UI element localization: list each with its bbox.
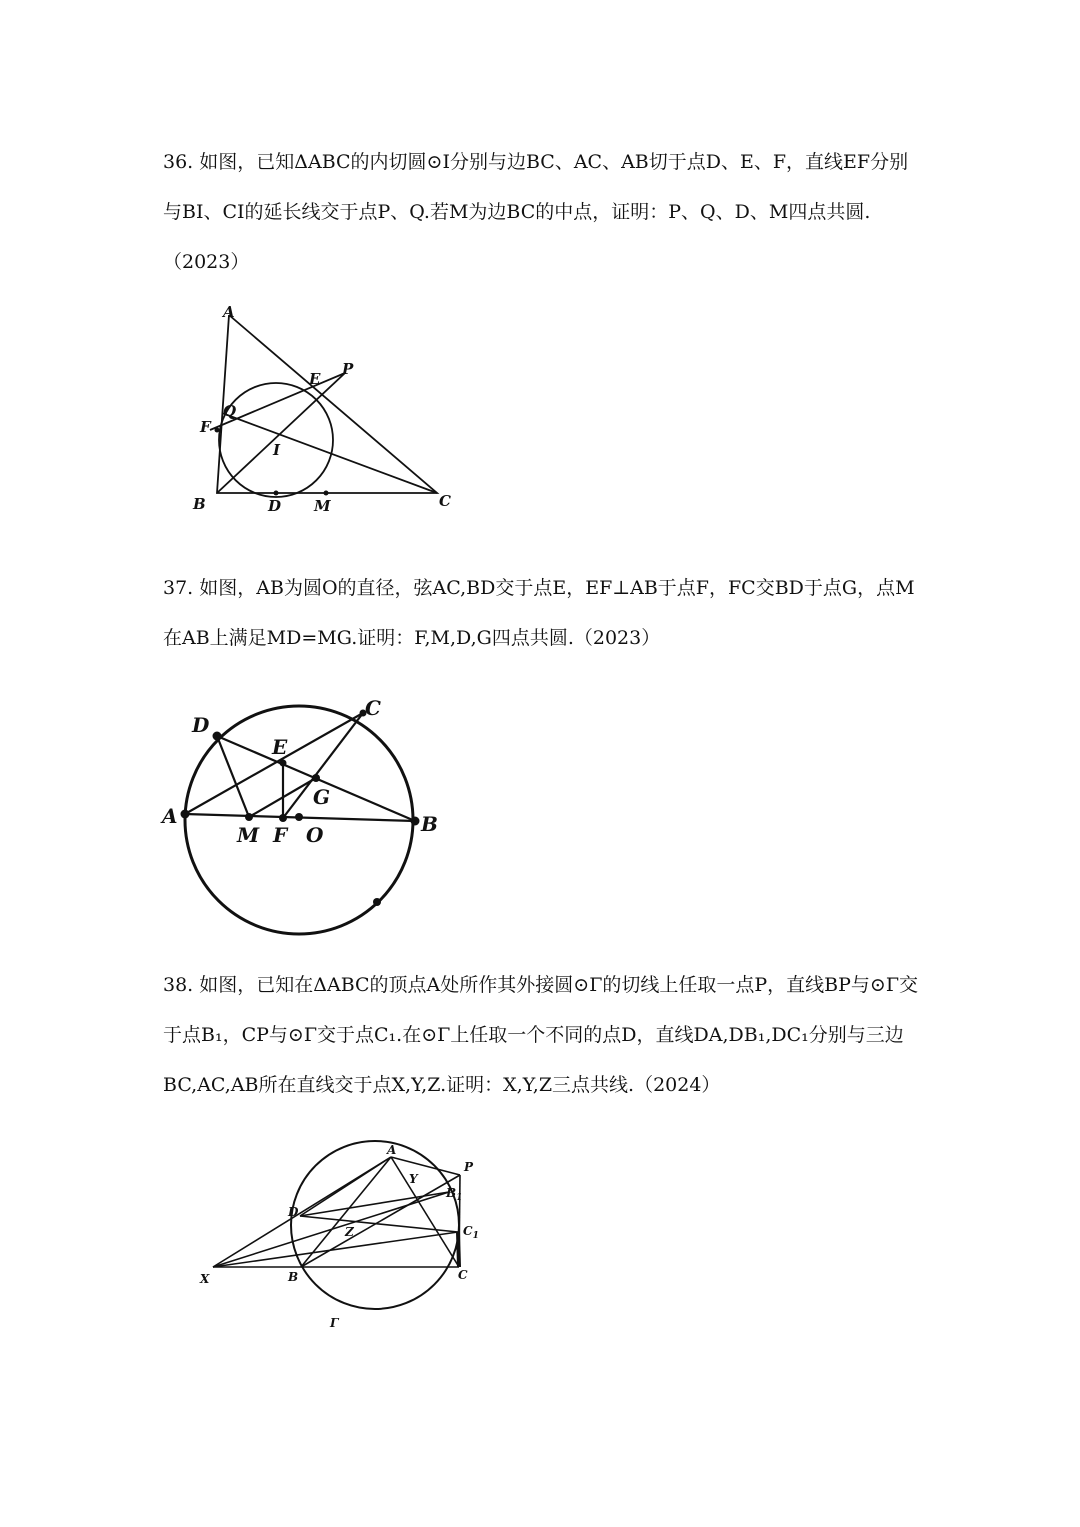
label-X: X	[200, 1272, 210, 1286]
label-C: C	[365, 696, 381, 720]
figure-37	[160, 690, 460, 940]
problem-38	[163, 960, 923, 1110]
problem-36	[163, 137, 923, 287]
label-F: F	[200, 418, 211, 436]
label-G: G	[313, 785, 331, 809]
label-B: B	[288, 1270, 299, 1284]
label-P: P	[342, 360, 354, 378]
label-F: F	[273, 823, 288, 847]
label-O: O	[306, 823, 324, 847]
label-A: A	[223, 303, 235, 321]
label-A: A	[162, 804, 178, 828]
label-C1	[463, 1224, 479, 1241]
label-M: M	[237, 823, 260, 847]
label-B1-subscript: 1	[456, 1193, 463, 1203]
label-Gamma: Γ	[330, 1316, 339, 1330]
figure-38	[195, 1140, 495, 1340]
label-D: D	[288, 1205, 299, 1219]
label-Y: Y	[409, 1172, 418, 1186]
figure-36	[180, 295, 480, 525]
problem-37	[163, 563, 923, 663]
label-Z: Z	[345, 1225, 354, 1239]
label-C: C	[439, 492, 451, 510]
problem-36-text: 36. 如图，已知ΔABC的内切圆⊙I分别与边BC、AC、AB切于点D、E、F，直线EF分别与BI、CI的延长线交于点P、Q.若M为边BC的中点，证明：P、Q、D、M四点共圆.（2023）	[163, 151, 909, 273]
label-A: A	[387, 1143, 397, 1157]
label-C: C	[458, 1268, 468, 1282]
label-P: P	[464, 1160, 474, 1174]
label-D: D	[268, 497, 282, 515]
label-B1-letter: B	[446, 1186, 457, 1200]
label-D: D	[192, 713, 210, 737]
label-Q: Q	[223, 402, 237, 420]
label-I: I	[273, 441, 281, 459]
problem-37-text: 37. 如图，AB为圆O的直径，弦AC,BD交于点E，EF⊥AB于点F，FC交BD于点G，点M在AB上满足MD=MG.证明：F,M,D,G四点共圆.（2023）	[163, 577, 915, 649]
label-E: E	[272, 735, 288, 759]
label-C1-subscript: 1	[472, 1231, 479, 1241]
problem-38-text: 38. 如图，已知在ΔABC的顶点A处所作其外接圆⊙Γ的切线上任取一点P，直线BP与⊙Γ交于点B₁，CP与⊙Γ交于点C₁.在⊙Γ上任取一个不同的点D，直线DA,DB₁,DC₁分别与三边BC,AC,AB所在直线交于点X,Y,Z.证明：X,Y,Z三点共线.（2024）	[163, 974, 919, 1096]
label-M: M	[314, 497, 331, 515]
label-B: B	[193, 495, 206, 513]
label-B: B	[421, 812, 438, 836]
label-E: E	[309, 370, 321, 388]
label-C1-letter: C	[463, 1224, 473, 1238]
